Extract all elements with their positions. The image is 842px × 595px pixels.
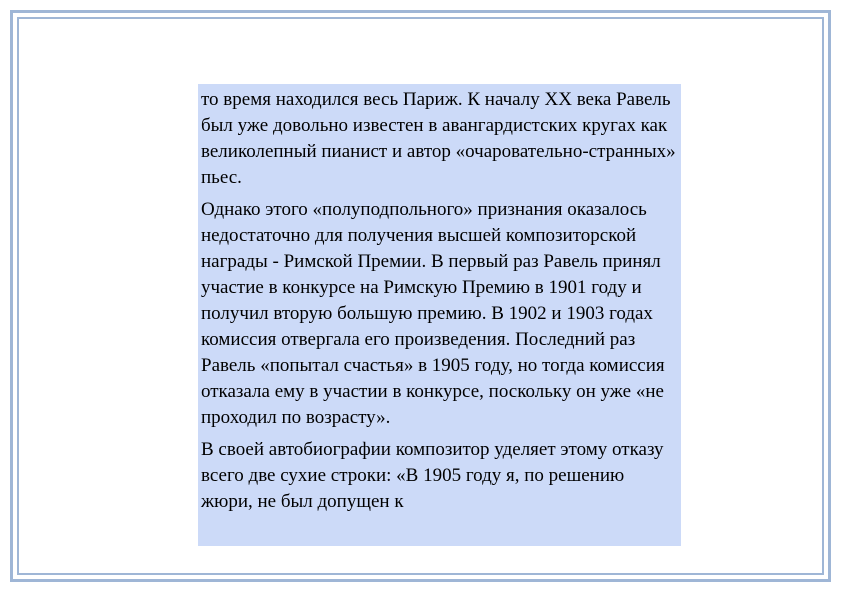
paragraph-1: то время находился весь Париж. К началу XX века Равель был уже довольно известен в авангардистских кругах как великолепный пианист и автор «очаровательно-странных» пьес. (201, 89, 676, 188)
paragraph-3: В своей автобиографии композитор уделяет этому отказу всего две сухие строки: «В 1905 году я, по решению жюри, не был допущен к (201, 439, 664, 512)
paragraph-2: Однако этого «полуподпольного» признания оказалось недостаточно для получения высшей композиторской награды - Римской Премии. В первый раз Равель принял участие в конкурсе на Римскую Премию в 1901 году и получил вторую большую премию. В 1902 и 1903 годах комиссия отвергала его произведения. Последний раз Равель «попытал счастья» в 1905 году, но тогда комиссия отказала ему в участии в конкурсе, поскольку он уже «не проходил по возрасту». (201, 199, 665, 428)
text-box (198, 84, 681, 546)
